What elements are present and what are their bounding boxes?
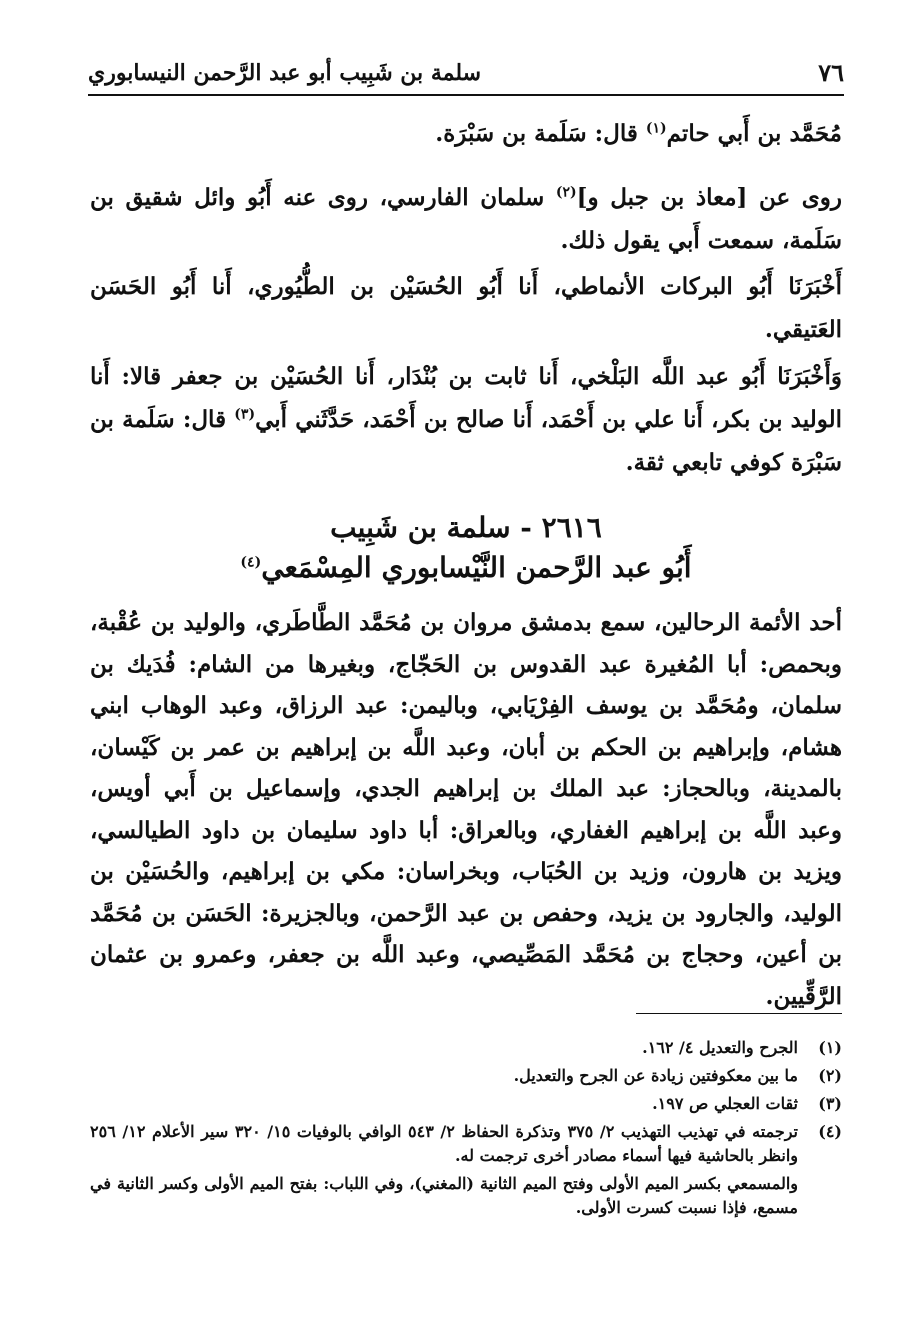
footnote-text: الجرح والتعديل ٤/ ١٦٢.	[642, 1038, 798, 1057]
footnote-item	[90, 1064, 842, 1088]
footnote-item	[90, 1036, 842, 1060]
footnote-ref-4: (٤)	[240, 554, 262, 571]
footnote-item	[90, 1120, 842, 1168]
entry-heading-text: أَبُو عبد الرَّحمن النَّيْسابوري المِسْمَعي	[261, 551, 692, 584]
running-title: سلمة بن شَبِيب أبو عبد الرَّحمن النيسابوري	[88, 60, 482, 86]
page-number: ٧٦	[818, 58, 844, 87]
entry-heading-kunya	[90, 548, 842, 588]
paragraph-text: سلمان الفارسي، روى عنه أَبُو وائل شقيق بن سَلَمة، سمعت أَبي يقول ذلك.	[90, 184, 842, 254]
paragraph-lead-word: أَخْبَرَنَا	[788, 273, 842, 300]
paragraph-text: مُحَمَّد بن أَبي حاتم	[666, 120, 842, 147]
header-rule	[88, 94, 844, 96]
footnote-item	[90, 1092, 842, 1116]
paragraph-lead-word: وَأَخْبَرَنَا	[777, 363, 842, 390]
footnote-continuation: والمسمعي بكسر الميم الأولى وفتح الميم الثانية (المغني)، وفي اللباب: بفتح الميم الأولى وكسر الثانية في مسمع، فإذا نسبت كسرت الأولى.	[90, 1174, 798, 1217]
footnote-text: ترجمته في تهذيب التهذيب ٢/ ٣٧٥ وتذكرة الحفاظ ٢/ ٥٤٣ الوافي بالوفيات ١٥/ ٣٢٠ سير الأعلام ١٢/ ٢٥٦ وانظر بالحاشية فيها أسماء مصادر أخرى ترجمت له.	[90, 1122, 799, 1165]
paragraph-lead-word: روى	[801, 184, 842, 211]
footnote-separator	[636, 1013, 842, 1014]
footnote-text: ما بين معكوفتين زيادة عن الجرح والتعديل.	[513, 1066, 798, 1085]
footnote-ref-2: (٢)	[555, 184, 577, 201]
footnote-number: (٤)	[818, 1122, 842, 1141]
footnote-ref-1: (١)	[645, 120, 667, 137]
paragraph-2	[90, 176, 842, 262]
paragraph-text: قال: سَلَمة بن سَبْرَة.	[435, 120, 646, 147]
paragraph-text: عن [معاذ بن جبل و]	[576, 184, 802, 211]
footnote-number: (٢)	[818, 1066, 842, 1085]
page-header	[88, 58, 844, 94]
entry-heading-number-name: ٢٦١٦ - سلمة بن شَبِيب	[330, 511, 602, 544]
paragraph-3	[90, 265, 842, 351]
footnote-number: (١)	[818, 1038, 842, 1057]
entry-body-paragraph: أحد الأئمة الرحالين، سمع بدمشق مروان بن مُحَمَّد الطَّاطَري، والوليد بن عُقْبة، وبحمص: أبا المُغيرة عبد القدوس بن الحَجّاج، وبغيرها من الشام: فُدَيك بن سلمان، ومُحَمَّد بن يوسف الفِرْيَابي، وباليمن: عبد الرزاق، وعبد الوهاب ابني هشام، وإبراهيم بن الحكم بن أبان، وعبد اللَّه بن إبراهيم بن عمر بن كَيْسان، بالمدينة، وبالحجاز: عبد الملك بن إبراهيم الجدي، وإسماعيل بن أَبي أويس، وعبد اللَّه بن إبراهيم الغفاري، وبالعراق: أبا داود سليمان بن داود الطيالسي، ويزيد بن هارون، وزيد بن الحُبَاب، وبخراسان: مكي بن إبراهيم، والحُسَيْن بن الوليد، والجارود بن يزيد، وحفص بن عبد الرَّحمن، وبالجزيرة: الحَسَن بن مُحَمَّد بن أعين، وحجاج بن مُحَمَّد المَصِّيصي، وعبد اللَّه بن جعفر، وعمرو بن عثمان الرَّقِّيين.	[90, 609, 843, 1010]
paragraph-text: أَبُو البركات الأنماطي، أَنا أَبُو الحُسَيْن بن الطُّيُوري، أَنا أَبُو الحَسَن العَتيقي.	[90, 273, 842, 343]
footnote-ref-3: (٣)	[234, 406, 256, 423]
footnote-number: (٣)	[818, 1094, 842, 1113]
footnotes-section	[90, 1036, 842, 1220]
paragraph-4	[90, 355, 842, 484]
footnote-text: ثقات العجلي ص ١٩٧.	[652, 1094, 798, 1113]
paragraph-text: قال: سَلَمة بن سَبْرَة كوفي تابعي ثقة.	[90, 406, 842, 476]
paragraph-1	[90, 112, 842, 155]
paragraph-text: أَبُو عبد اللَّه البَلْخي، أَنا ثابت بن بُنْدَار، أَنا الحُسَيْن بن جعفر قالا: أَنا الوليد بن بكر، أَنا علي بن أَحْمَد، أَنا صالح بن أَحْمَد، حَدَّثَني أَبي	[90, 363, 842, 433]
